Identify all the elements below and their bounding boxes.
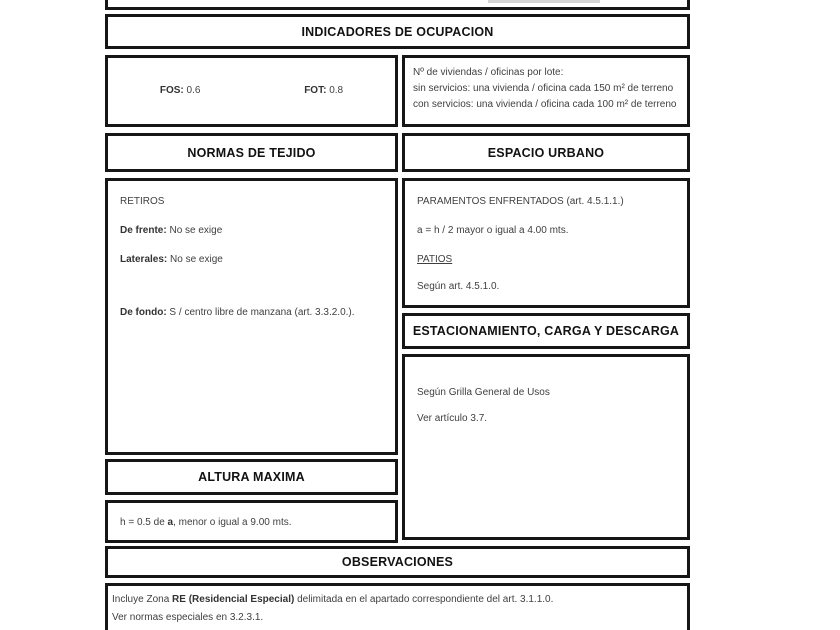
viviendas-line3: con servicios: una vivienda / oficina cada 100 m² de terreno: [413, 99, 677, 110]
section-header-altura-maxima: [105, 459, 398, 495]
paramentos-heading: PARAMENTOS ENFRENTADOS (art. 4.5.1.1.): [417, 196, 624, 207]
section-title: INDICADORES DE OCUPACION: [301, 24, 494, 39]
section-title: ESPACIO URBANO: [487, 145, 605, 160]
retiros-cell: [105, 178, 398, 455]
estacionamiento-cell: [402, 354, 690, 540]
cropped-top-row: [105, 0, 690, 10]
fos-value: FOS: 0.6: [159, 85, 201, 96]
altura-maxima-cell: [105, 500, 398, 543]
section-title: ESTACIONAMIENTO, CARGA Y DESCARGA: [412, 324, 680, 338]
paramentos-formula: a = h / 2 mayor o igual a 4.00 mts.: [417, 225, 569, 236]
viviendas-cell: [402, 55, 690, 127]
section-header-indicadores: [105, 14, 690, 49]
viviendas-line1: Nº de viviendas / oficinas por lote:: [413, 67, 564, 78]
estacionamiento-line1: Según Grilla General de Usos: [417, 387, 550, 398]
cropped-top-text-remnant: [488, 0, 600, 3]
observaciones-line2: Ver normas especiales en 3.2.3.1.: [112, 612, 264, 623]
retiro-laterales: Laterales: No se exige: [120, 254, 223, 265]
fot-value: FOT: 0.8: [304, 85, 344, 96]
section-header-normas-tejido: [105, 133, 398, 172]
section-title: ALTURA MAXIMA: [198, 470, 305, 484]
patios-rule: Según art. 4.5.1.0.: [417, 281, 500, 292]
altura-rule: h = 0.5 de a, menor o igual a 9.00 mts.: [120, 517, 292, 528]
retiro-frente: De frente: No se exige: [120, 225, 223, 236]
observaciones-cell: [105, 583, 690, 630]
fos-fot-cell: [105, 55, 398, 127]
section-header-observaciones: [105, 546, 690, 578]
paramentos-cell: [402, 178, 690, 308]
viviendas-line2: sin servicios: una vivienda / oficina cada 150 m² de terreno: [413, 83, 674, 94]
patios-heading: PATIOS: [417, 254, 453, 265]
observaciones-line1: Incluye Zona RE (Residencial Especial) delimitada en el apartado correspondiente del art. 3.1.1.0.: [112, 594, 554, 605]
section-header-espacio-urbano: [402, 133, 690, 172]
retiro-fondo: De fondo: S / centro libre de manzana (art. 3.3.2.0.).: [120, 307, 355, 318]
estacionamiento-line2: Ver artículo 3.7.: [417, 413, 488, 424]
section-title: OBSERVACIONES: [341, 555, 454, 569]
section-header-estacionamiento: [402, 313, 690, 349]
retiros-heading: RETIROS: [120, 196, 165, 207]
section-title: NORMAS DE TEJIDO: [187, 145, 316, 160]
